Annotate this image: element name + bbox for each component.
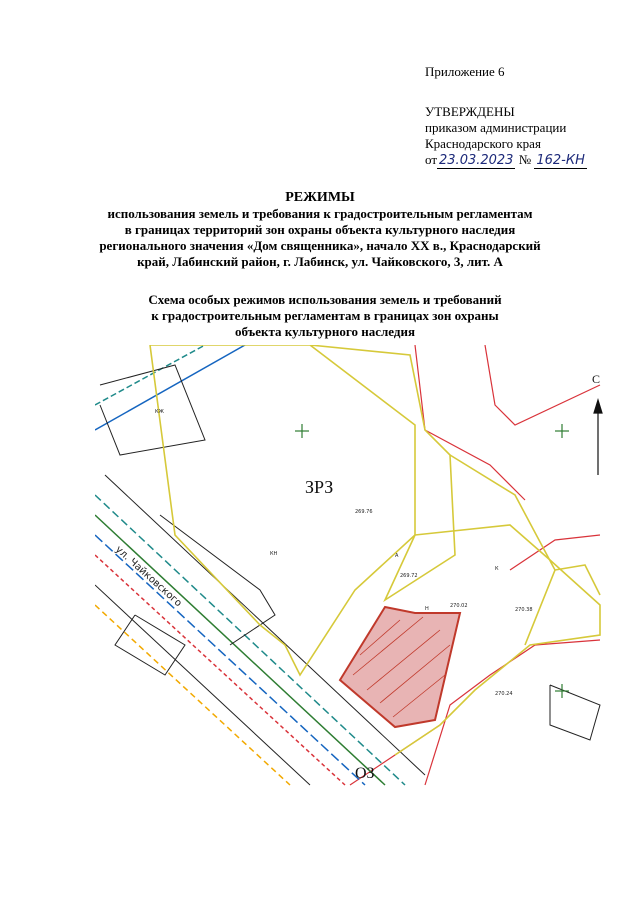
point-labels <box>155 409 533 697</box>
approved-label: УТВЕРЖДЕНЫ <box>425 104 515 119</box>
number-prefix: № <box>518 152 532 167</box>
label-269-76: 269.76 <box>355 509 373 515</box>
label-kn: КН <box>270 551 278 557</box>
scheme-title-line-1: Схема особых режимов использования земель и требований <box>148 292 502 307</box>
north-arrow <box>594 400 602 475</box>
title-line-1: использования земель и требования к градостроительным регламентам <box>107 206 533 221</box>
document-title <box>70 190 570 270</box>
order-line-2: Краснодарского края <box>425 136 541 151</box>
order-date-line <box>425 152 587 169</box>
object-fill <box>340 607 460 727</box>
title-line-2: в границах территорий зон охраны объекта культурного наследия <box>124 222 516 237</box>
order-date: 23.03.2023 <box>439 153 514 168</box>
date-prefix: от <box>425 152 438 167</box>
approval-block <box>425 104 587 169</box>
title-line-3: регионального значения «Дом священника», начало XX в., Краснодарский <box>99 238 541 253</box>
scheme-title-line-3: объекта культурного наследия <box>235 324 415 339</box>
label-270-02: 270.02 <box>450 603 468 609</box>
scheme-title-line-2: к градостроительным регламентам в границах зон охраны <box>151 308 499 323</box>
cultural-object <box>340 607 460 727</box>
scheme-title <box>120 292 530 340</box>
order-line-1: приказом администрации <box>425 120 567 135</box>
label-k: К <box>495 566 499 572</box>
label-n: Н <box>425 606 429 612</box>
label-kzh: КЖ <box>155 409 164 415</box>
order-number: 162-КН <box>536 153 585 168</box>
street-label: ул. Чайковского <box>112 544 184 610</box>
label-270-38: 270.38 <box>515 607 533 613</box>
label-269-72: 269.72 <box>400 573 418 579</box>
zone-zrz-label: ЗРЗ <box>305 477 334 497</box>
label-270-24: 270.24 <box>495 691 513 697</box>
appendix-label: Приложение 6 <box>425 64 505 79</box>
cadastral-map <box>95 345 610 805</box>
label-a: А <box>395 553 399 559</box>
title-main: РЕЖИМЫ <box>285 190 355 205</box>
north-label: С <box>592 372 601 386</box>
zone-oz-label: ОЗ <box>355 765 375 782</box>
title-line-4: край, Лабинский район, г. Лабинск, ул. Чайковского, 3, лит. А <box>137 254 503 269</box>
